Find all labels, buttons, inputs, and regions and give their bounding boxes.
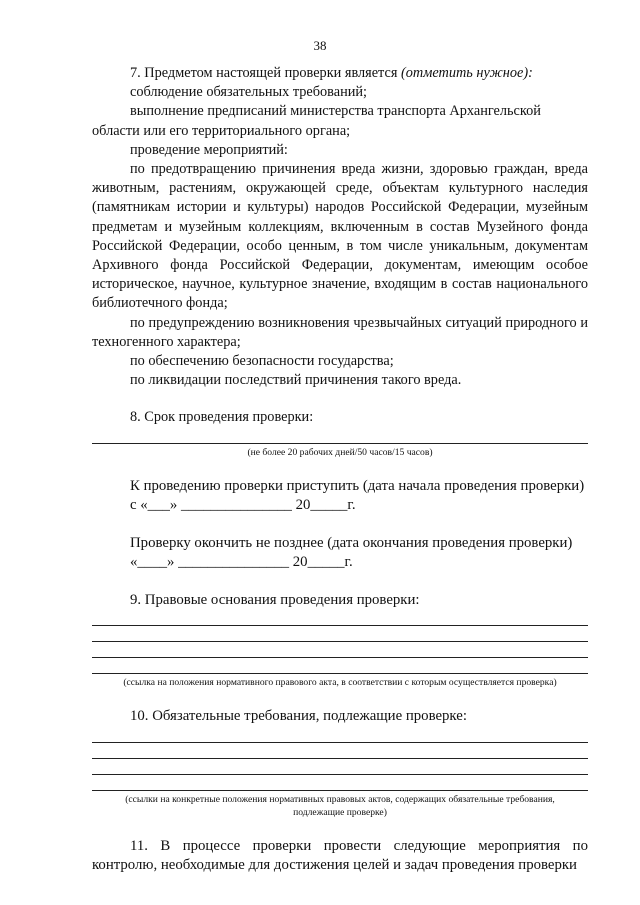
section-7-item: по обеспечению безопасности государства; [130, 353, 394, 370]
section-8-caption: (не более 20 рабочих дней/50 часов/15 часов) [247, 446, 433, 458]
start-date-field[interactable]: с «___» _______________ 20_____г. [130, 497, 356, 514]
section-9-fill-line[interactable] [92, 658, 588, 674]
end-date-field[interactable]: «____» _______________ 20_____г. [130, 554, 353, 571]
section-9-title: 9. Правовые основания проведения проверки: [130, 591, 420, 608]
section-7-title [92, 64, 588, 83]
section-9-fill-line[interactable] [92, 642, 588, 658]
section-10-fill-line[interactable] [92, 759, 588, 775]
start-date-label: К проведению проверки приступить (дата начала проведения проверки) [130, 477, 585, 494]
page-number: 38 [313, 38, 327, 53]
section-10-caption [92, 793, 588, 819]
section-9-fill-line[interactable] [92, 626, 588, 642]
section-7-item: по предотвращению причинения вреда жизни, здоровью граждан, вреда животным, растениям, окружающей среде, объектам культурного наследия (памятникам истории и культуры) народов Российской Федерации, музейным предметам и музейным коллекциям, включенным в состав Музейного фонда Российской Федерации, особо ценным, в том числе уникальным, документам Архивного фонда Российской Федерации, документам, имеющим особое историческое, научное, культурное значение, входящим в состав национального библиотечного фонда; [92, 161, 588, 312]
section-10-fill-line[interactable] [92, 727, 588, 743]
section-7-item: по ликвидации последствий причинения такого вреда. [130, 372, 462, 389]
section-7-title-note: (отметить нужное): [400, 65, 533, 81]
section-7-item: проведение мероприятий: [130, 141, 288, 158]
section-7-item: соблюдение обязательных требований; [130, 84, 368, 101]
section-10-fill-line[interactable] [92, 743, 588, 759]
section-10-fill-line[interactable] [92, 775, 588, 791]
section-8-title: 8. Срок проведения проверки: [130, 409, 314, 426]
section-7-item: по предупреждению возникновения чрезвычайных ситуаций природного и техногенного характера; [92, 314, 588, 350]
section-10-caption-line: (ссылки на конкретные положения нормативных правовых актов, содержащих обязательные требования, [125, 793, 555, 805]
document-body [92, 64, 588, 876]
section-10-caption-line: подлежащие проверке) [293, 806, 387, 818]
section-7-title-text: 7. Предметом настоящей проверки является [130, 65, 401, 81]
end-date-label: Проверку окончить не позднее (дата окончания проведения проверки) [130, 534, 573, 551]
section-7-item: области или его территориального органа; [92, 122, 351, 139]
section-10-title: 10. Обязательные требования, подлежащие проверке: [130, 708, 467, 725]
section-9-fill-line[interactable] [92, 610, 588, 626]
section-7-item: выполнение предписаний министерства транспорта Архангельской [130, 103, 541, 120]
section-8-fill-line[interactable] [92, 428, 588, 444]
section-9-caption: (ссылка на положения нормативного правового акта, в соответствии с которым осуществляется проверка) [123, 677, 557, 689]
section-11-text: 11. В процессе проверки провести следующие мероприятия по контролю, необходимые для достижения целей и задач проведения проверки [92, 837, 588, 874]
